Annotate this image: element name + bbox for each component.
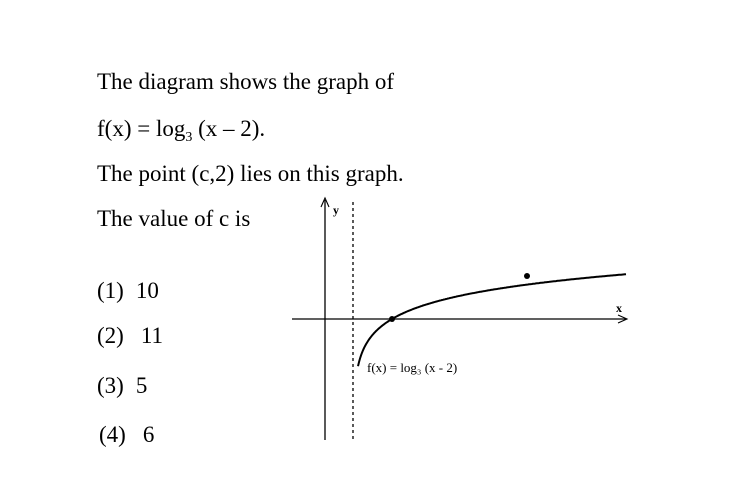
function-log-base: 3 <box>185 130 193 145</box>
y-axis-label: y <box>333 203 339 217</box>
option-value: 11 <box>140 323 163 348</box>
option-number: (2) <box>97 323 124 348</box>
function-suffix: (x – 2). <box>192 116 266 141</box>
curve-label: f(x) = log₃ (x - 2) <box>367 360 458 375</box>
point-c-2 <box>524 273 530 279</box>
x-axis-label: x <box>616 301 622 315</box>
option-value: 6 <box>142 422 155 447</box>
option-number: (1) <box>97 278 124 303</box>
option-value: 10 <box>135 278 159 303</box>
log-curve <box>358 274 626 366</box>
question-intro: The diagram shows the graph of <box>97 69 395 94</box>
question-prompt: The value of c is <box>97 206 251 231</box>
function-prefix: f(x) = log <box>97 116 186 141</box>
option-number: (4) <box>99 422 126 447</box>
option-number: (3) <box>97 373 124 398</box>
option-value: 5 <box>135 373 148 398</box>
point-sentence: The point (c,2) lies on this graph. <box>97 161 404 186</box>
x-intercept-point <box>389 316 395 322</box>
